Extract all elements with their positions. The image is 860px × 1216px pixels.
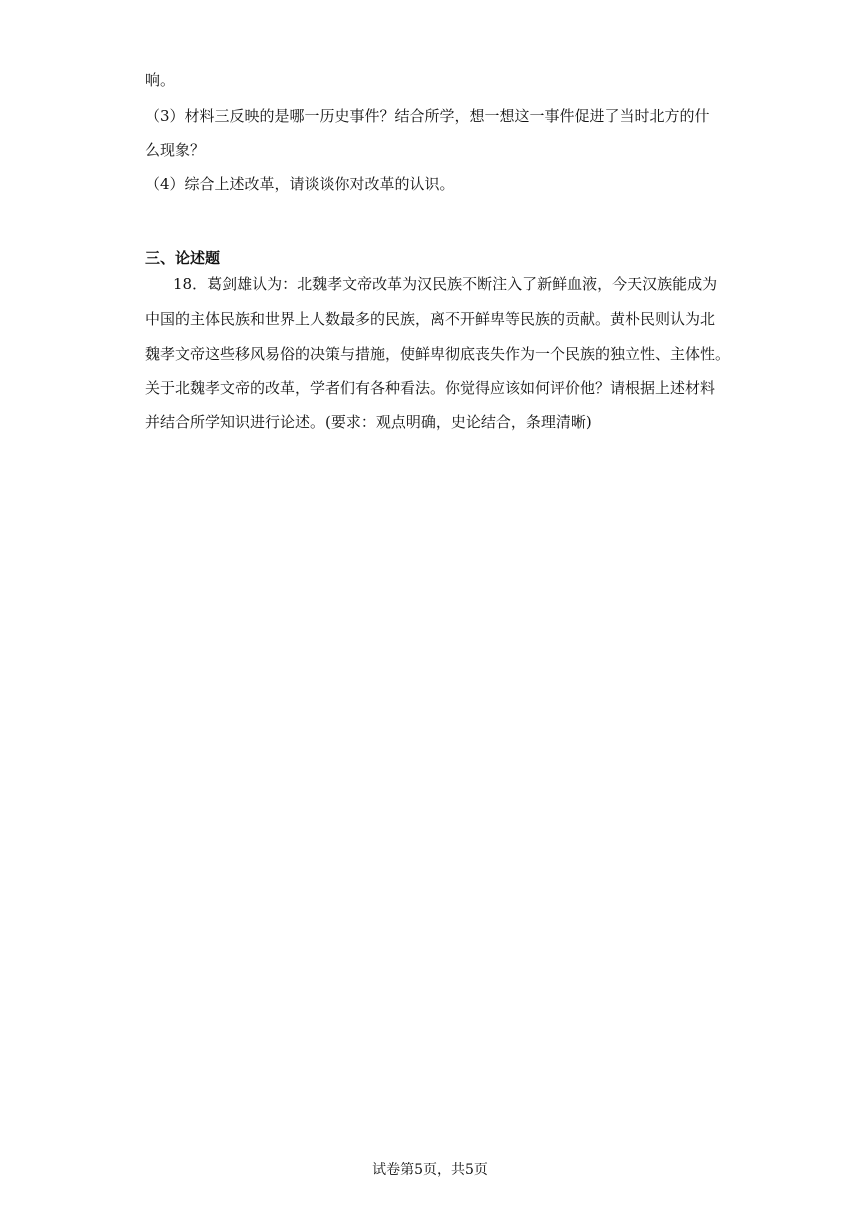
question-18-line-1: 18．葛剑雄认为：北魏孝文帝改革为汉民族不断注入了新鲜血液，今天汉族能成为	[173, 275, 718, 293]
sub-question-4: （4）综合上述改革，请谈谈你对改革的认识。	[145, 175, 455, 193]
sub-question-3-line-2: 么现象？	[145, 141, 206, 159]
section-heading: 三、论述题	[145, 249, 221, 267]
page-footer: 试卷第5页，共5页	[372, 1162, 488, 1178]
sub-question-3-line-1: （3）材料三反映的是哪一历史事件？结合所学，想一想这一事件促进了当时北方的什	[145, 107, 710, 125]
question-18-line-3: 魏孝文帝这些移风易俗的决策与措施，使鲜卑彻底丧失作为一个民族的独立性、主体性。	[145, 345, 731, 363]
previous-question-tail: 响。	[145, 71, 176, 89]
question-18-line-2: 中国的主体民族和世界上人数最多的民族，离不开鲜卑等民族的贡献。黄朴民则认为北	[145, 310, 716, 328]
question-18-line-5: 并结合所学知识进行论述。(要求：观点明确，史论结合，条理清晰)	[145, 413, 592, 431]
question-18-line-4: 关于北魏孝文帝的改革，学者们有各种看法。你觉得应该如何评价他？请根据上述材料	[145, 379, 716, 397]
